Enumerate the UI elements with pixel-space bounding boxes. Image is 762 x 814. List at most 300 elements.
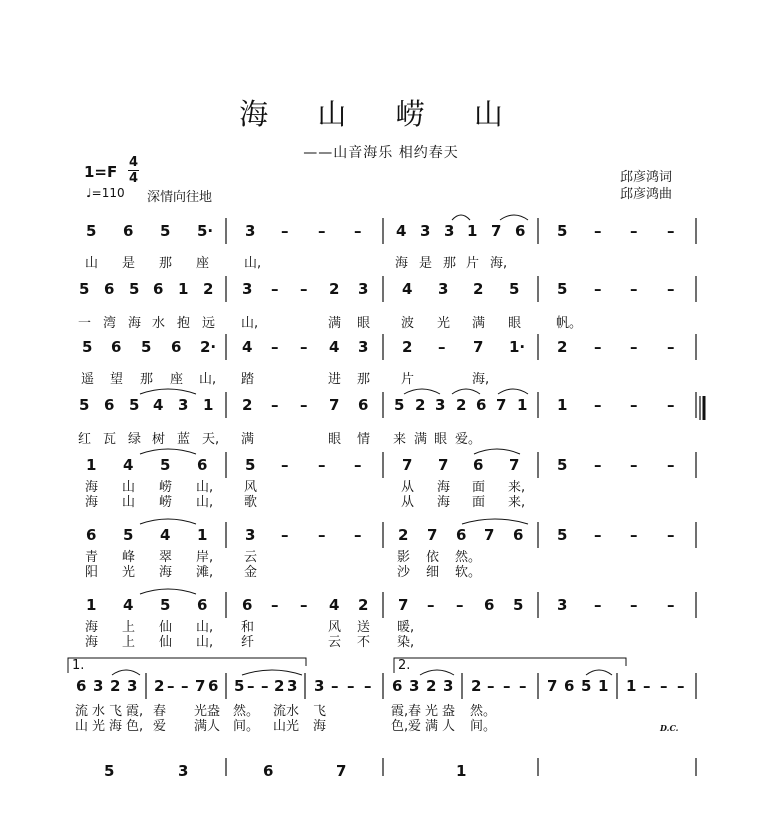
- lyric-char: 山,: [196, 495, 214, 510]
- note: 7: [491, 222, 502, 240]
- lyric-char: 仙: [159, 620, 173, 635]
- note: 5: [141, 338, 152, 356]
- lyric-char: 来,: [508, 495, 526, 510]
- note: –: [667, 396, 675, 414]
- lyric-char: 流: [273, 704, 287, 719]
- slur: [452, 215, 470, 220]
- lyricist-credit: 邱彦鸿词: [620, 170, 673, 185]
- note: 6: [515, 222, 526, 240]
- note: 7: [329, 396, 340, 414]
- note: –: [271, 280, 279, 298]
- lyric-char: 绿: [128, 432, 142, 447]
- note: –: [318, 526, 326, 544]
- note: 5: [160, 596, 171, 614]
- lyric-char: 红: [78, 432, 92, 447]
- slur: [140, 449, 196, 454]
- lyric-char: 间。: [470, 719, 497, 734]
- note: 5: [509, 280, 520, 298]
- lyric-char: 人: [442, 719, 456, 734]
- lyric-char: 山: [75, 719, 89, 734]
- lyric-char: 海,: [490, 256, 508, 271]
- note: –: [318, 456, 326, 474]
- lyric-char: 树: [152, 432, 166, 447]
- lyric-char: 山,: [196, 480, 214, 495]
- note: 2: [154, 677, 165, 695]
- lyric-char: 软。: [455, 565, 482, 580]
- note: –: [667, 338, 675, 356]
- note: –: [660, 677, 668, 695]
- note: –: [300, 338, 308, 356]
- lyric-char: 山,: [244, 256, 262, 271]
- lyric-char: 眼: [357, 316, 371, 331]
- note: 1: [598, 677, 609, 695]
- note: –: [643, 677, 651, 695]
- note: 6: [263, 762, 274, 780]
- lyric-char: 霞,: [391, 704, 409, 719]
- lyric-char: 然。: [470, 704, 497, 719]
- lyric-char: 片: [401, 372, 415, 387]
- note: 1·: [509, 338, 526, 356]
- note: –: [487, 677, 495, 695]
- note: –: [247, 677, 255, 695]
- note: –: [667, 280, 675, 298]
- note: 4: [123, 456, 134, 474]
- note: 2: [274, 677, 285, 695]
- lyric-char: 爱: [408, 719, 422, 734]
- lyric-char: 遥: [81, 372, 95, 387]
- note: 5: [581, 677, 592, 695]
- note: 4: [153, 396, 164, 414]
- note: 7: [402, 456, 413, 474]
- volta-bracket-1: [68, 658, 306, 673]
- expression-mark: 深情向往地: [147, 190, 213, 205]
- lyric-char: 峰: [122, 550, 136, 565]
- note: 7: [509, 456, 520, 474]
- lyric-char: 染,: [397, 635, 415, 650]
- lyric-char: 海: [85, 620, 99, 635]
- composer-credit: 邱彦鸿曲: [620, 187, 673, 202]
- note: 6: [513, 526, 524, 544]
- note: 7: [195, 677, 206, 695]
- lyric-char: 光: [286, 719, 300, 734]
- lyric-char: 滩,: [196, 565, 214, 580]
- meter-bottom: 4: [128, 171, 139, 186]
- note: 7: [496, 396, 507, 414]
- lyric-char: 远: [202, 316, 216, 331]
- lyric-char: 海: [109, 719, 123, 734]
- note: 2: [398, 526, 409, 544]
- slur: [140, 589, 196, 594]
- note: 5: [160, 222, 171, 240]
- note: 4: [242, 338, 253, 356]
- lyric-char: 海: [313, 719, 327, 734]
- lyric-char: 满: [328, 316, 342, 331]
- note: 6: [104, 280, 115, 298]
- lyric-char: 满: [241, 432, 255, 447]
- note: –: [594, 526, 602, 544]
- lyric-char: 山,: [196, 635, 214, 650]
- note: –: [354, 526, 362, 544]
- lyric-char: 海: [128, 316, 142, 331]
- note: 1: [203, 396, 214, 414]
- note: –: [427, 596, 435, 614]
- note: 6: [484, 596, 495, 614]
- lyric-char: 眼: [434, 432, 448, 447]
- lyric-char: 纤: [241, 635, 255, 650]
- note: –: [519, 677, 527, 695]
- note: 2: [473, 280, 484, 298]
- note: 3: [178, 396, 189, 414]
- note: –: [503, 677, 511, 695]
- note: 2: [242, 396, 253, 414]
- note: 2: [110, 677, 121, 695]
- lyric-char: 波: [401, 316, 415, 331]
- note: 6: [358, 396, 369, 414]
- lyric-char: 面: [472, 495, 486, 510]
- lyric-char: 色,: [126, 719, 144, 734]
- note: 1: [557, 396, 568, 414]
- slur: [462, 519, 528, 524]
- lyric-char: 飞: [109, 704, 123, 719]
- lyric-char: 盎: [442, 704, 456, 719]
- da-capo-mark: D.C.: [660, 723, 679, 733]
- lyric-char: 天,: [202, 432, 220, 447]
- lyric-char: 山: [273, 719, 287, 734]
- note: 5: [82, 338, 93, 356]
- lyric-char: 望: [110, 372, 124, 387]
- note: 2: [415, 396, 426, 414]
- note: 3: [444, 222, 455, 240]
- note: 5: [79, 280, 90, 298]
- lyric-char: 从: [401, 495, 415, 510]
- note: –: [318, 222, 326, 240]
- note: 3: [409, 677, 420, 695]
- note: 1: [517, 396, 528, 414]
- lyric-char: 云: [328, 635, 342, 650]
- note: –: [667, 526, 675, 544]
- slur: [586, 670, 612, 675]
- lyric-char: 水: [152, 316, 166, 331]
- lyric-char: 上: [122, 620, 136, 635]
- note: 3: [242, 280, 253, 298]
- lyric-char: 海,: [472, 372, 490, 387]
- lyric-char: 盎: [207, 704, 221, 719]
- song-title: 海 山 崂 山: [239, 97, 523, 131]
- note: –: [667, 222, 675, 240]
- note: –: [594, 456, 602, 474]
- note: 7: [336, 762, 347, 780]
- note: –: [630, 280, 638, 298]
- note: 2: [456, 396, 467, 414]
- note: –: [594, 222, 602, 240]
- slur: [420, 670, 454, 675]
- lyric-char: 来,: [508, 480, 526, 495]
- lyric-char: 人: [207, 719, 221, 734]
- lyric-char: 然。: [233, 704, 260, 719]
- lyric-char: 满: [194, 719, 208, 734]
- note: –: [594, 280, 602, 298]
- lyric-char: 湾: [103, 316, 117, 331]
- lyric-char: 水: [92, 704, 106, 719]
- lyric-char: 送: [357, 620, 371, 635]
- lyric-char: 山: [122, 495, 136, 510]
- lyric-char: 霞,: [126, 704, 144, 719]
- lyric-char: 风: [244, 480, 258, 495]
- note: 6: [456, 526, 467, 544]
- note: 5: [104, 762, 115, 780]
- lyric-char: 云: [244, 550, 258, 565]
- lyric-char: 抱: [177, 316, 191, 331]
- note: 1: [456, 762, 467, 780]
- slur: [500, 215, 528, 220]
- note: –: [667, 456, 675, 474]
- note: 7: [427, 526, 438, 544]
- note: 1: [626, 677, 637, 695]
- lyric-char: 是: [122, 256, 136, 271]
- note: 3: [245, 222, 256, 240]
- note: –: [364, 677, 372, 695]
- lyric-char: 瓦: [103, 432, 117, 447]
- lyric-char: 影: [397, 550, 411, 565]
- lyric-char: 翠: [159, 550, 173, 565]
- lyric-char: 然。: [455, 550, 482, 565]
- note: –: [456, 596, 464, 614]
- lyric-char: 山: [85, 256, 99, 271]
- note: 7: [438, 456, 449, 474]
- lyric-char: 仙: [159, 635, 173, 650]
- note: –: [300, 596, 308, 614]
- lyric-char: 崂: [159, 495, 173, 510]
- lyric-char: 色,: [391, 719, 409, 734]
- lyric-char: 座: [196, 256, 210, 271]
- lyric-char: 光: [437, 316, 451, 331]
- note: 3: [443, 677, 454, 695]
- note: 7: [547, 677, 558, 695]
- note: 3: [358, 280, 369, 298]
- note: –: [281, 222, 289, 240]
- lyric-char: 青: [85, 550, 99, 565]
- lyric-char: 春: [153, 704, 167, 719]
- lyric-char: 山,: [196, 620, 214, 635]
- note: –: [630, 222, 638, 240]
- note: 6: [392, 677, 403, 695]
- note: 5: [129, 396, 140, 414]
- note: –: [594, 338, 602, 356]
- note: 5: [129, 280, 140, 298]
- note: 6: [208, 677, 219, 695]
- note: 3: [358, 338, 369, 356]
- note: 5: [160, 456, 171, 474]
- note: 5: [394, 396, 405, 414]
- note: 2·: [200, 338, 217, 356]
- note: –: [594, 396, 602, 414]
- lyric-char: 进: [328, 372, 342, 387]
- note: –: [630, 456, 638, 474]
- note: –: [667, 596, 675, 614]
- note: 6: [242, 596, 253, 614]
- note: 1: [86, 596, 97, 614]
- note: 6: [153, 280, 164, 298]
- note: 3: [438, 280, 449, 298]
- note: 1: [178, 280, 189, 298]
- lyric-char: 海: [85, 635, 99, 650]
- note: 6: [86, 526, 97, 544]
- slur: [140, 519, 196, 524]
- note: 6: [111, 338, 122, 356]
- note: 6: [473, 456, 484, 474]
- note: –: [594, 596, 602, 614]
- lyric-char: 那: [443, 256, 457, 271]
- note: 4: [402, 280, 413, 298]
- note: 6: [197, 596, 208, 614]
- lyric-char: 歌: [244, 495, 258, 510]
- note: 5: [557, 280, 568, 298]
- note: 3: [557, 596, 568, 614]
- lyric-char: 光: [425, 704, 439, 719]
- note: 3: [127, 677, 138, 695]
- note: 1: [467, 222, 478, 240]
- lyric-char: 帆。: [556, 316, 583, 331]
- tempo-mark: ♩=110: [86, 186, 125, 200]
- note: 7: [398, 596, 409, 614]
- note: –: [271, 396, 279, 414]
- song-subtitle: ——山音海乐 相约春天: [303, 145, 459, 161]
- note: –: [261, 677, 269, 695]
- lyric-char: 满: [414, 432, 428, 447]
- lyric-char: 依: [426, 550, 440, 565]
- note: –: [167, 677, 175, 695]
- lyric-char: 面: [472, 480, 486, 495]
- note: 4: [396, 222, 407, 240]
- note: –: [281, 456, 289, 474]
- note: –: [271, 596, 279, 614]
- note: 2: [358, 596, 369, 614]
- slur: [452, 389, 480, 394]
- lyric-char: 金: [244, 565, 258, 580]
- lyric-char: 间。: [233, 719, 260, 734]
- note: –: [354, 222, 362, 240]
- lyric-char: 流: [75, 704, 89, 719]
- note: 3: [314, 677, 325, 695]
- lyric-char: 暖,: [397, 620, 415, 635]
- note: 5: [245, 456, 256, 474]
- note: –: [347, 677, 355, 695]
- note: 5: [557, 456, 568, 474]
- note: –: [300, 396, 308, 414]
- note: 5: [557, 222, 568, 240]
- slur: [404, 389, 440, 394]
- volta-label-2: 2.: [398, 658, 411, 673]
- note: 4: [123, 596, 134, 614]
- note: 2: [471, 677, 482, 695]
- note: –: [630, 596, 638, 614]
- note: 3: [93, 677, 104, 695]
- lyric-char: 来: [393, 432, 407, 447]
- lyric-char: 踏: [241, 372, 255, 387]
- lyric-char: 片: [466, 256, 480, 271]
- note: 1: [86, 456, 97, 474]
- note: 2: [203, 280, 214, 298]
- lyric-char: 眼: [508, 316, 522, 331]
- lyric-char: 座: [170, 372, 184, 387]
- lyric-char: 爱: [153, 719, 167, 734]
- lyric-char: 眼: [328, 432, 342, 447]
- lyric-char: 不: [357, 635, 371, 650]
- note: 3: [420, 222, 431, 240]
- note: 3: [287, 677, 298, 695]
- lyric-char: 细: [426, 565, 440, 580]
- lyric-char: 沙: [397, 565, 411, 580]
- lyric-char: 山,: [241, 316, 259, 331]
- lyric-char: 崂: [159, 480, 173, 495]
- lyric-char: 和: [241, 620, 255, 635]
- lyric-char: 阳: [85, 565, 99, 580]
- lyric-char: 海: [437, 480, 451, 495]
- note: –: [354, 456, 362, 474]
- lyric-char: 那: [159, 256, 173, 271]
- note: –: [630, 338, 638, 356]
- note: –: [630, 526, 638, 544]
- note: 6: [171, 338, 182, 356]
- note: 5: [513, 596, 524, 614]
- note: –: [271, 338, 279, 356]
- lyric-char: 飞: [313, 704, 327, 719]
- note: 4: [329, 596, 340, 614]
- note: 5: [79, 396, 90, 414]
- note: 7: [484, 526, 495, 544]
- note: 2: [329, 280, 340, 298]
- lyric-char: 上: [122, 635, 136, 650]
- lyric-char: 是: [419, 256, 433, 271]
- note: 3: [178, 762, 189, 780]
- note: 3: [435, 396, 446, 414]
- slur: [242, 670, 302, 675]
- note: –: [331, 677, 339, 695]
- lyric-char: 光: [122, 565, 136, 580]
- note: –: [677, 677, 685, 695]
- note: –: [438, 338, 446, 356]
- slur: [474, 449, 520, 454]
- lyric-char: 山: [122, 480, 136, 495]
- lyric-char: 风: [328, 620, 342, 635]
- lyric-char: 那: [357, 372, 371, 387]
- lyric-char: 岸,: [196, 550, 214, 565]
- slur: [112, 670, 140, 675]
- note: 6: [476, 396, 487, 414]
- volta-label-1: 1.: [72, 658, 85, 673]
- lyric-char: 从: [401, 480, 415, 495]
- lyric-char: 光: [92, 719, 106, 734]
- lyric-char: 爱。: [455, 432, 482, 447]
- lyric-char: 一: [78, 316, 92, 331]
- note: –: [281, 526, 289, 544]
- note: 6: [197, 456, 208, 474]
- note: 6: [564, 677, 575, 695]
- note: 4: [329, 338, 340, 356]
- lyric-char: 光: [194, 704, 208, 719]
- lyric-char: 春: [408, 704, 422, 719]
- lyric-char: 满: [472, 316, 486, 331]
- note: 5: [86, 222, 97, 240]
- lyric-char: 海: [85, 480, 99, 495]
- note: 5: [234, 677, 245, 695]
- note: 5·: [197, 222, 214, 240]
- note: 2: [557, 338, 568, 356]
- lyric-char: 情: [357, 432, 371, 447]
- note: 1: [197, 526, 208, 544]
- note: –: [300, 280, 308, 298]
- lyric-char: 满: [425, 719, 439, 734]
